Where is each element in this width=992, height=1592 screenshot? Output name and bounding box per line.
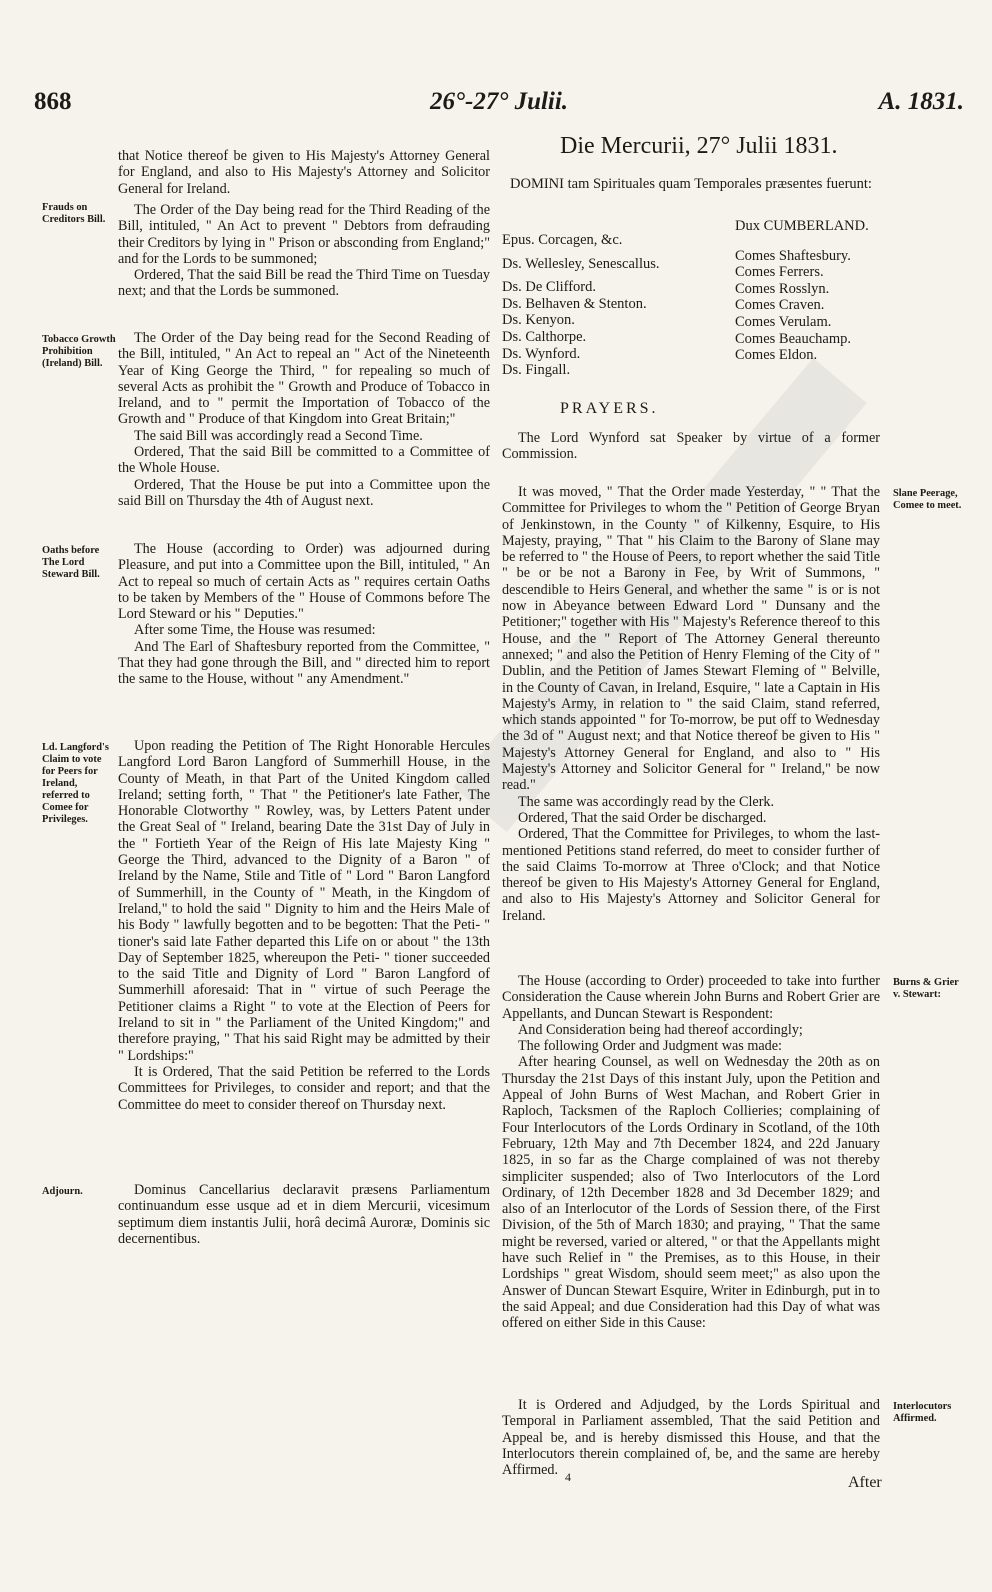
burns-paragraph-1: The House (according to Order) proceeded to take into further Consideration the Cause wherein John Burns and Robert Grier are Appellants, and Duncan Stewart is Respondent: <box>502 973 880 1022</box>
oaths-paragraph-1: The House (according to Order) was adjourned during Pleasure, and put into a Committee upon the Bill, intituled, " An Act to repeal so much of certain Acts as " requires certain Oaths to be taken by Members of the " House of Commons before The Lord Steward or his " Deputies." <box>118 541 490 623</box>
margin-note-frauds: Frauds on Creditors Bill. <box>42 202 106 225</box>
attendee: Ds. Kenyon. <box>502 312 575 329</box>
interlocutors-paragraph: It is Ordered and Adjudged, by the Lords Spiritual and Temporal in Parliament assembled, That the said Petition and Appeal be, and is hereby dismissed this House, and that the Interlocutors therein complained of, be, and the same are hereby Affirmed. <box>502 1397 880 1479</box>
tobacco-paragraph-2: The said Bill was accordingly read a Second Time. <box>134 427 423 444</box>
margin-note-slane: Slane Peerage, Comee to meet. <box>893 488 962 511</box>
margin-note-interlocutors: Interlocutors Affirmed. <box>893 1401 952 1424</box>
attendee: Ds. Wellesley, Senescallus. <box>502 255 660 272</box>
attendee: Ds. Belhaven & Stenton. <box>502 295 647 312</box>
day-title: Die Mercurii, 27° Julii 1831. <box>560 133 838 159</box>
tobacco-paragraph-4: Ordered, That the House be put into a Committee upon the said Bill on Thursday the 4th of August next. <box>118 476 490 509</box>
slane-paragraph-4: Ordered, That the Committee for Privileges, to whom the last-mentioned Petitions stand referred, do meet to consider further of the said Claims To-morrow at Three o'Clock; and that Notice thereof be given to His Majesty's Attorney General for England, and also to His Majesty's Attorney and Solicitor General for Ireland. <box>502 826 880 924</box>
slane-paragraph-1: It was moved, " That the Order made Yesterday, " " That the Committee for Privileges to whom the " Petition of George Bryan of Jenkinstown, in the County " of Kilkenny, Esquire, to His Majesty, praying, " That " his Claim to the Barony of Slane may be referred to " the House of Peers, to report whether the said Title " be or be not a Barony in Fee, by Writ of Summons, " descendible to Heirs General, and whether the same " is or is not now in Abeyance between Edward Lord " Dunsany and the Petitioner;" together with His " Majesty's Reference thereof to this House, and the " Report of The Attorney General thereunto annexed; " and also the Petition of Henry Fleming of the City of " Dublin, and the Petition of James Stewart Fleming of " Belville, in the County of Cavan, in Ireland, Esquire, " late a Captain in His Majesty's Army, in relation to " the said Claim, stand referred, which stands appointed " for To-morrow, be put off to Wednesday the 3d of " August next; and that Notice thereof be given to His " Majesty's Attorney General for England, and also to " His Majesty's Attorney and Solicitor General for " Ireland," be now read." <box>502 484 880 794</box>
attendee: Ds. Calthorpe. <box>502 328 587 345</box>
margin-note-tobacco: Tobacco Growth Prohibition (Ireland) Bill. <box>42 334 116 369</box>
margin-note-adjourn: Adjourn. <box>42 1186 83 1197</box>
attendance-left <box>502 232 660 379</box>
attendee: Ds. Fingall. <box>502 362 571 379</box>
margin-note-langford: Ld. Langford's Claim to vote for Peers for Ireland, referred to Comee for Privileges. <box>42 742 109 825</box>
slane-paragraph-2: The same was accordingly read by the Clerk. <box>518 793 775 810</box>
prayers-heading: PRAYERS. <box>560 400 659 417</box>
attendee: Comes Ferrers. <box>735 264 824 281</box>
attendee: Comes Rosslyn. <box>735 280 830 297</box>
tobacco-paragraph-1: The Order of the Day being read for the Second Reading of the Bill, intituled, " An Act to repeal an " Act of the Nineteenth Year of King George the Third, " for repealing so much of several Acts as prohibit the " Growth and Produce of Tobacco in Ireland, and to " permit the Importation of Tobacco of the Growth and " Produce of that Kingdom into Great Britain;" <box>118 330 490 428</box>
speaker-paragraph: The Lord Wynford sat Speaker by virtue of a former Commission. <box>502 430 880 463</box>
frauds-paragraph-1: The Order of the Day being read for the Third Reading of the Bill, intituled, " An Act to prevent " Debtors from defrauding their Creditors by lying in " Prison or absconding from England;" and for the Lords to be summoned; <box>118 202 490 267</box>
attendee: Comes Eldon. <box>735 347 818 364</box>
oaths-paragraph-3: And The Earl of Shaftesbury reported from the Committee, " That they had gone through the Bill, and " directed him to report the same to the House, without " any Amendment." <box>118 638 490 688</box>
langford-paragraph-1: Upon reading the Petition of The Right Honorable Hercules Langford Lord Baron Langford of Summerhill House, in the County of Meath, in that Part of the United Kingdom called Ireland; setting forth, " That " the Petitioner's late Father, The Honorable Clotworthy " Rowley, was, by Letters Patent under the Great Seal of " Ireland, bearing Date the 31st Day of July in the " Fortieth Year of the Reign of His late Majesty King " George the Third, advanced to the Dignity of a Baron " of Ireland by the Name, Stile and Title of " Lord " Baron Langford of Summerhill, in the County of " Meath, in the Kingdom of Ireland," to hold the said " Dignity to him and the Heirs Male of his Body " lawfully begotten and to be begotten: That the Peti- " tioner's said late Father departed this Life on or about " the 13th Day of September 1825, whereupon the Peti- " tioner succeeded to the said Title and Dignity of Lord " Baron Langford of Summerhill aforesaid: That in " virtue of such Peerage the Petitioner claims a Right " to vote at the Election of Peers for Ireland to sit in " the Parliament of the United Kingdom;" and therefore praying, " That his said Right may be admitted by their " Lordships:" <box>118 738 490 1064</box>
slane-section <box>502 484 880 933</box>
interlocutors-section <box>502 1397 880 1487</box>
page-year: A. 1831. <box>878 88 964 115</box>
margin-note-burns: Burns & Grier v. Stewart: <box>893 977 959 1000</box>
frauds-paragraph-2: Ordered, That the said Bill be read the Third Time on Tuesday next; and that the Lords be summoned. <box>118 267 490 300</box>
adjourn-paragraph: Dominus Cancellarius declaravit præsens Parliamentum continuandum esse usque ad et in diem Mercurii, vicesimum septimum diem instantis Julii, horâ decimâ Auroræ, Dominis sic decernentibus. <box>118 1182 490 1247</box>
oaths-section <box>118 541 490 697</box>
attendee: Ds. De Clifford. <box>502 279 596 296</box>
attendee: Epus. Corcagen, &c. <box>502 232 623 248</box>
langford-section <box>118 738 490 1122</box>
attendee: Dux CUMBERLAND. <box>735 218 869 234</box>
present-line: DOMINI tam Spirituales quam Temporales præsentes fuerunt: <box>510 176 872 192</box>
signature-mark: 4 <box>565 1470 571 1484</box>
attendee: Comes Beauchamp. <box>735 330 851 347</box>
attendance-right <box>735 218 869 364</box>
catchword: After <box>848 1474 882 1491</box>
tobacco-section <box>118 330 490 518</box>
adjourn-section <box>118 1182 490 1256</box>
page-number: 868 <box>34 88 72 115</box>
attendee: Comes Craven. <box>735 297 825 314</box>
oaths-paragraph-2: After some Time, the House was resumed: <box>134 622 376 639</box>
burns-section <box>502 973 880 1341</box>
attendee: Ds. Wynford. <box>502 345 581 362</box>
attendee: Comes Shaftesbury. <box>735 247 851 264</box>
langford-paragraph-2: It is Ordered, That the said Petition be referred to the Lords Committees for Privileges, to consider and report; and that the Committee do meet to consider thereof on Thursday next. <box>118 1063 490 1113</box>
burns-paragraph-3: The following Order and Judgment was made: <box>518 1038 782 1055</box>
left-intro-paragraph: that Notice thereof be given to His Majesty's Attorney General for England, and also to His Majesty's Attorney and Solicitor General for Ireland. <box>118 148 490 197</box>
attendee: Comes Verulam. <box>735 313 832 330</box>
tobacco-paragraph-3: Ordered, That the said Bill be committed to a Committee of the Whole House. <box>118 444 490 477</box>
burns-paragraph-4: After hearing Counsel, as well on Wednesday the 20th as on Thursday the 21st Days of this instant July, upon the Petition and Appeal of John Burns of West Machan, and Robert Grier in Raploch, Tacksmen of the Raploch Collieries; complaining of Four Interlocutors of the Lords Ordinary in Scotland, of the 10th February, 12th May and 7th December 1824, and 22d January 1825, in so far as the Charge complained of was not thereby simpliciter suspended; also of Two Interlocutors of the Lord Ordinary, of 12th December 1828 and 3d December 1829; and also of an Interlocutor of the Lords of Session there, of the First Division, of the 5th of March 1830; and praying, " That the same might be reversed, varied or altered, " or that the Appellants might have such Relief in " the Premises, as to this House, in their Lordships " great Wisdom, should seem meet;" as also upon the Answer of Duncan Stewart Esquire, Writer in Edinburgh, put in to the said Appeal; and due Consideration had this Day of what was offered on either Side in this Cause: <box>502 1054 880 1332</box>
frauds-section <box>118 202 490 309</box>
burns-paragraph-2: And Consideration being had thereof accordingly; <box>518 1021 803 1038</box>
page-dates: 26°-27° Julii. <box>430 88 569 115</box>
margin-note-oaths: Oaths before The Lord Steward Bill. <box>42 545 100 580</box>
slane-paragraph-3: Ordered, That the said Order be discharged. <box>518 809 767 826</box>
